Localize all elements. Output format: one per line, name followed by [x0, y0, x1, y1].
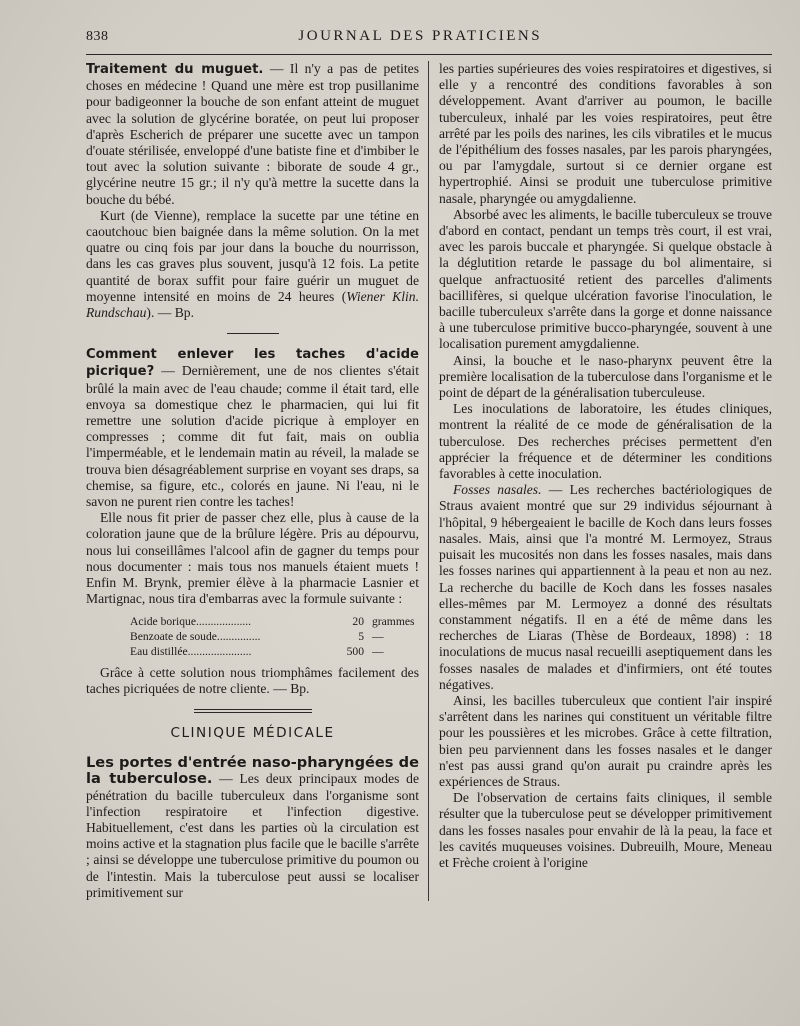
formula-quantity: 500	[346, 644, 364, 658]
page-number: 838	[86, 29, 109, 44]
picrique-title: Comment enlever les taches d'acide picrique?	[86, 347, 419, 380]
fosses-text: — Les recherches bactériologiques de Straus avaient montré que sur 29 individus séjournant à l'hôpital, 9 hébergeaient le bacille de Koch dans leurs fosses nasales. Mais, ainsi que l'a montré M. Lermoyez, Straus puisait les mucosités non dans les fosses nasales, mais dans les fosses narines qui appartiennent à la peau et non au nez. La recherche du bacille de Koch dans les fosses nasales elles-mêmes par M. Lermoyez a donné des résultats constamment négatifs. Il en a été de même dans les recherches de Liaras (Thèse de Bordeaux, 1898) : 18 inoculations de mucus nasal recueilli aseptiquement dans les fosses nasales de malades et d'infirmiers, ont été toutes négatives.	[439, 482, 772, 692]
formula-ingredient: Eau distillée......................	[130, 644, 252, 658]
formula-quantity: 20	[352, 614, 364, 628]
separator-rule	[227, 333, 279, 334]
formula-ingredient: Acide borique...................	[130, 614, 252, 628]
formula-quantity: 5	[358, 629, 364, 643]
muguet-text-2b: ). — Bp.	[146, 305, 194, 321]
right-paragraph-2: Absorbé avec les aliments, le bacille tuberculeux se trouve d'abord en contact, pendant un temps très court, il est vrai, avec les parois buccale et pharyngée. Si quelque obstacle à la déglutition retarde le passage du bol alimentaire, si quelque anfractuosité retient des parcelles d'aliments bacillifères, si quelque ulcération favorise l'inoculation, le bacille tuberculeux s'arrête dans la gorge et donne naissance à une tuberculose primitive bucco-pharyngée, souvent à une localisation purement amygdalienne.	[439, 206, 772, 352]
right-paragraph-3: Ainsi, la bouche et le naso-pharynx peuvent être la première localisation de la tuberculose dans l'organisme et le point de départ de la généralisation tuberculeuse.	[439, 352, 772, 401]
picrique-text-1: — Dernièrement, une de nos clientes s'était brûlé la main avec de l'eau chaude; comme il était tard, elle envoya sa domestique chez le pharmacien, qui lui fit remettre une solution d'acide picrique à employer en compresses ; comme dit fut fait, mais on oublia l'imperméable, et le lendemain matin au réveil, la malade se trouva bien désagréablement surprise en voyant ses draps, sa chemise, sa figure, etc., colorés en jaune. Ni l'eau, ni le savon ne purent rien contre les taches!	[86, 363, 419, 510]
right-paragraph-6: Ainsi, les bacilles tuberculeux que contient l'air inspiré s'arrêtent dans les narines qui constituent un véritable filtre pour les poussières et les microbes. Grâce à cette filtration, bien peu parviennent dans les fosses nasales et le danger n'est pas aussi grand qu'on aurait pu craindre après les expériences de Straus.	[439, 692, 772, 789]
muguet-title: Traitement du muguet.	[86, 62, 264, 77]
picrique-paragraph-3: Grâce à cette solution nous triomphâmes facilement des taches picriquées de notre cliente. — Bp.	[86, 664, 419, 696]
muguet-source: Wiener Klin. Rundschau	[86, 288, 419, 321]
fosses-title: Fosses nasales.	[453, 482, 542, 498]
right-column	[428, 61, 772, 901]
formula-row	[130, 614, 419, 629]
formula-row	[130, 644, 419, 659]
right-paragraph-7: De l'observation de certains faits cliniques, il semble résulter que la tuberculose peut se développer primitivement dans les fosses nasales pour envahir de là la peau, la face et les cavités muqueuses voisines. Dubreuilh, Moure, Meneau et Frèche croient à l'origine	[439, 790, 772, 870]
picrique-paragraph-1	[86, 346, 419, 510]
section-double-rule	[194, 709, 312, 713]
portes-title: Les portes d'entrée naso-pharyngées de la tuberculose.	[86, 754, 419, 788]
formula-table	[130, 614, 419, 659]
fosses-paragraph	[439, 482, 772, 693]
right-paragraph-1: les parties supérieures des voies respiratoires et digestives, si elle y a rencontré des conditions favorables à son développement. Avant d'arriver au poumon, le bacille tuberculeux, inhalé par les voies respiratoires, peut être arrêté par les poils des narines, les cils vibratiles et le mucus de l'épithélium des fosses nasales, par les parois pharyngées, ou par l'amygdale, surtout si ce dernier organe est hypertrophié. Ainsi se produit une tuberculose primitive nasale, pharyngée ou amygdalienne.	[439, 61, 772, 206]
right-paragraph-4: Les inoculations de laboratoire, les études cliniques, montrent la réalité de ce mode de généralisation de la tuberculose. Des recherches précises permettent d'en apprécier la fréquence et de déterminer les conditions favorables à cette inoculation.	[439, 401, 772, 482]
left-column	[86, 61, 428, 901]
formula-unit: —	[372, 629, 384, 643]
two-column-body	[86, 61, 772, 901]
formula-unit: —	[372, 644, 384, 658]
muguet-paragraph-2	[86, 208, 419, 321]
formula-ingredient: Benzoate de soude...............	[130, 629, 261, 643]
running-header	[86, 28, 772, 55]
portes-text-1: — Les deux principaux modes de pénétration du bacille tuberculeux dans l'organisme sont l'infection respiratoire et l'infection digestive. Habituellement, c'est dans les parties où la circulation est moins active et la stagnation plus facile que le bacille s'arrête ; ainsi se développe une tuberculose primitive du poumon ou de l'intestin. Mais la tuberculose peut aussi se localiser primitivement sur	[86, 771, 419, 900]
muguet-paragraph-1	[86, 61, 419, 208]
muguet-text-1: — Il n'y a pas de petites choses en médecine ! Quand une mère est trop pusillanime pour badigeonner la bouche de son enfant atteint de muguet avec la solution de glycérine boratée, on peut lui proposer d'après Escherich de préparer une sucette avec un tampon d'ouate stérilisée, enveloppé d'une batiste fine et d'imbiber le tout avec la solution suivante : biborate de soude 4 gr., glycérine neutre 15 gr.; il n'y qu'à mettre la sucette dans la bouche du bébé.	[86, 61, 420, 207]
formula-row	[130, 629, 419, 644]
running-title: JOURNAL DES PRATICIENS	[298, 28, 543, 44]
picrique-paragraph-2: Elle nous fit prier de passer chez elle, plus à cause de la coloration jaune que de la brûlure légère. Pris au dépourvu, nous lui conseillâmes l'alcool afin de gagner du temps pour nous documenter : mais tous nos manuels étaient muets ! Enfin M. Brynk, premier élève à la pharmacie Lasnier et Martignac, nous tira d'embarras avec la formule suivante :	[86, 510, 419, 607]
formula-unit: grammes	[372, 614, 415, 628]
muguet-text-2a: Kurt (de Vienne), remplace la sucette par une tétine en caoutchouc bien baignée dans la même solution. On la met quatre ou cinq fois par jour dans la bouche du nourrisson, dans les cas graves plus souvent, jusqu'à 12 fois. La petite quantité de borax suffit pour faire guérir un muguet de moyenne intensité en moins de 24 heures (	[86, 207, 419, 304]
section-heading: CLINIQUE MÉDICALE	[170, 724, 335, 741]
portes-paragraph-1	[86, 755, 419, 901]
